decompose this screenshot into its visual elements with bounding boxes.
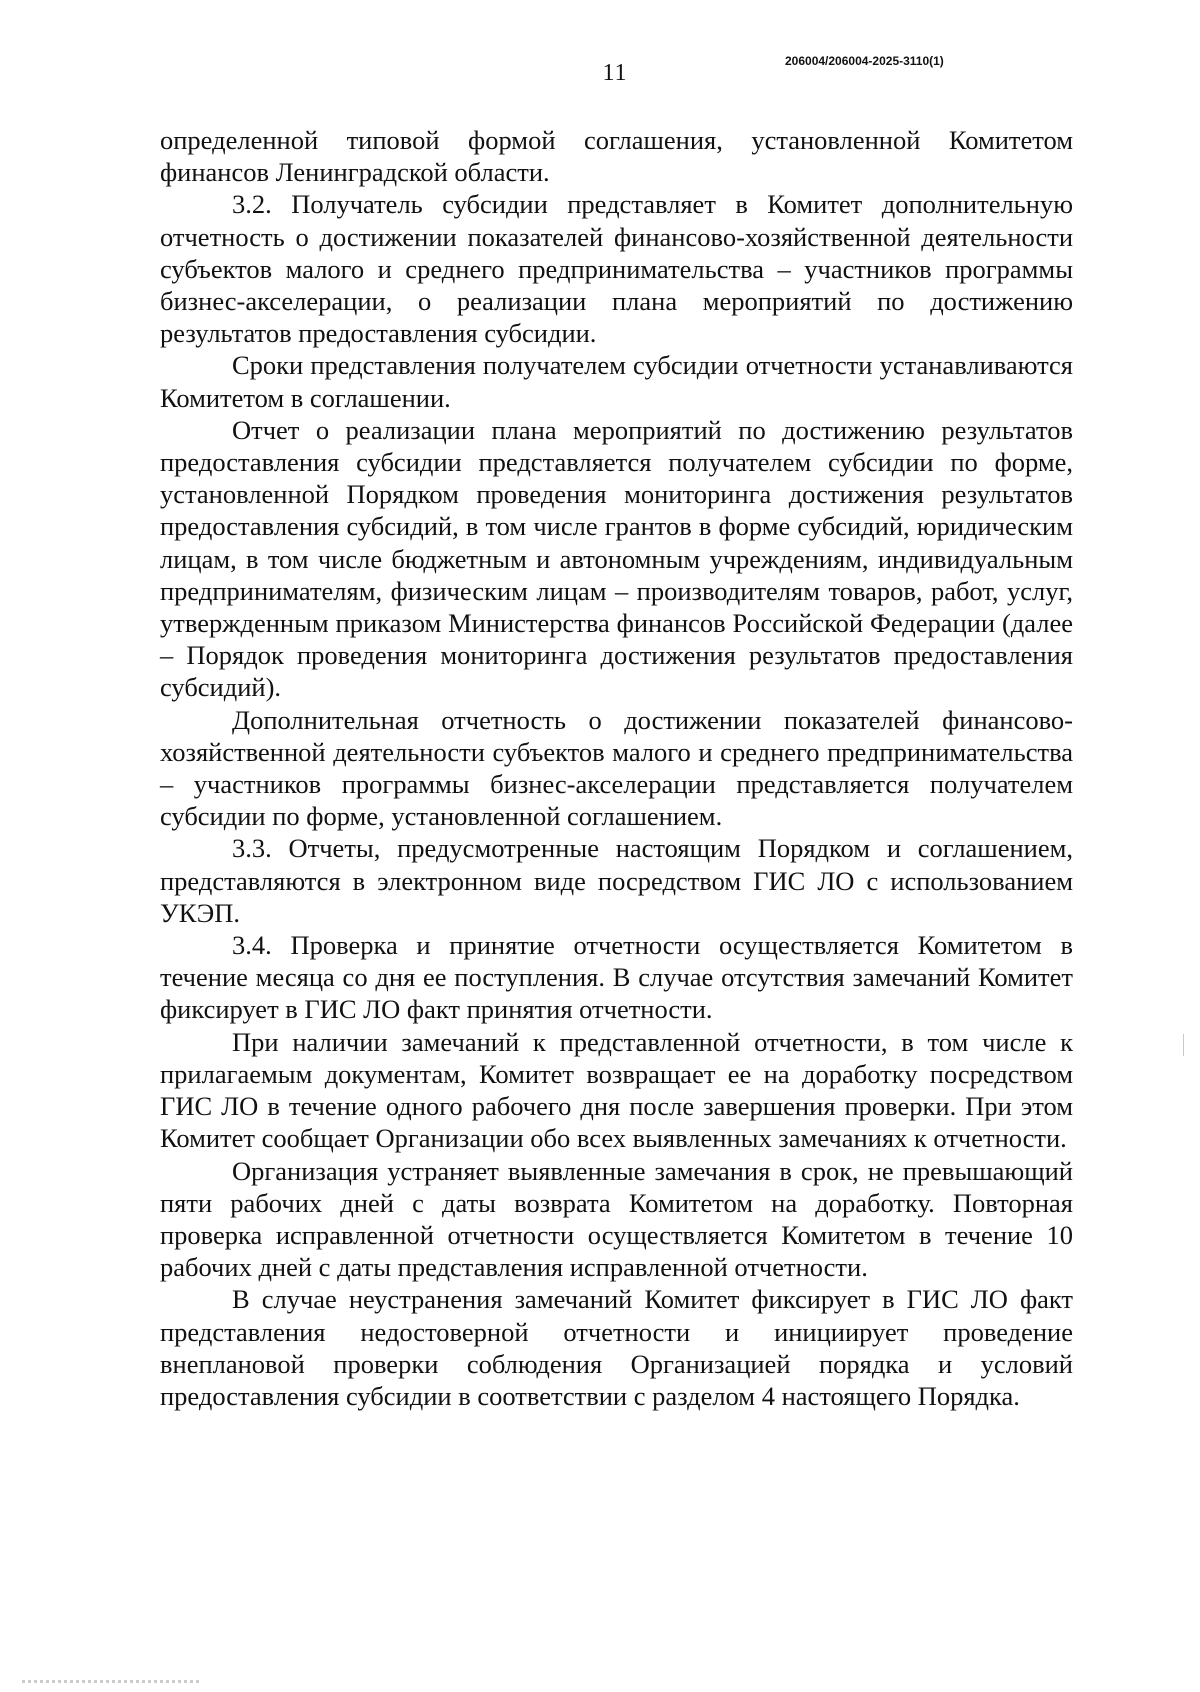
paragraph-correction: Организация устраняет выявленные замечания в срок, не превышающий пяти рабочих дней с даты возврата Комитетом на доработку. Повторная проверка исправленной отчетности осуществляется Комитетом в течение 10 рабочих дней с даты представления исправленной отчетности. [160,1155,1073,1283]
scan-artifact-speck [1183,1034,1184,1056]
page-number: 11 [602,60,628,86]
document-body [160,124,1073,1412]
paragraph-unresolved-remarks: В случае неустранения замечаний Комитет фиксирует в ГИС ЛО факт представления недостоверной отчетности и инициирует проведение внеплановой проверки соблюдения Организацией порядка и условий предоставления субсидии в соответствии с разделом 4 настоящего Порядка. [160,1284,1073,1411]
paragraph-3-3: 3.3. Отчеты, предусмотренные настоящим Порядком и соглашением, представляются в электронном виде посредством ГИС ЛО с использованием УКЭП. [160,833,1073,928]
paragraph-reporting-deadlines: Сроки представления получателем субсидии отчетности устанавливаются Комитетом в соглашении. [160,350,1073,413]
paragraph-3-4: 3.4. Проверка и принятие отчетности осуществляется Комитетом в течение месяца со дня ее поступления. В случае отсутствия замечаний Комитет фиксирует в ГИС ЛО факт принятия отчетности. [160,930,1073,1025]
paragraph-continuation: определенной типовой формой соглашения, установленной Комитетом финансов Ленинградской области. [160,125,1073,188]
scan-artifact-bottom [22,1680,200,1683]
paragraph-remarks: При наличии замечаний к представленной отчетности, в том числе к прилагаемым документам, Комитет возвращает ее на доработку посредством ГИС ЛО в течение одного рабочего дня после завершения проверки. При этом Комитет сообщает Организации обо всех выявленных замечаниях к отчетности. [160,1026,1073,1154]
paragraph-plan-report: Отчет о реализации плана мероприятий по достижению результатов предоставления субсидии представляется получателем субсидии по форме, установленной Порядком проведения мониторинга достижения результатов предоставления субсидий, в том числе грантов в форме субсидий, юридическим лицам, в том числе бюджетным и автономным учреждениям, индивидуальным предпринимателям, физическим лицам – производителям товаров, работ, услуг, утвержденным приказом Министерства финансов Российской Федерации (далее – Порядок проведения мониторинга достижения результатов предоставления субсидий). [160,414,1073,703]
paragraph-additional-reporting: Дополнительная отчетность о достижении показателей финансово-хозяйственной деятельности субъектов малого и среднего предпринимательства – участников программы бизнес-акселерации представляется получателем субсидии по форме, установленной соглашением. [160,704,1073,832]
document-id: 206004/206004-2025-3110(1) [785,54,944,68]
paragraph-3-2: 3.2. Получатель субсидии представляет в Комитет дополнительную отчетность о достижении показателей финансово-хозяйственной деятельности субъектов малого и среднего предпринимательства – участников программы бизнес-акселерации, о реализации плана мероприятий по достижению результатов предоставления субсидии. [160,189,1073,349]
